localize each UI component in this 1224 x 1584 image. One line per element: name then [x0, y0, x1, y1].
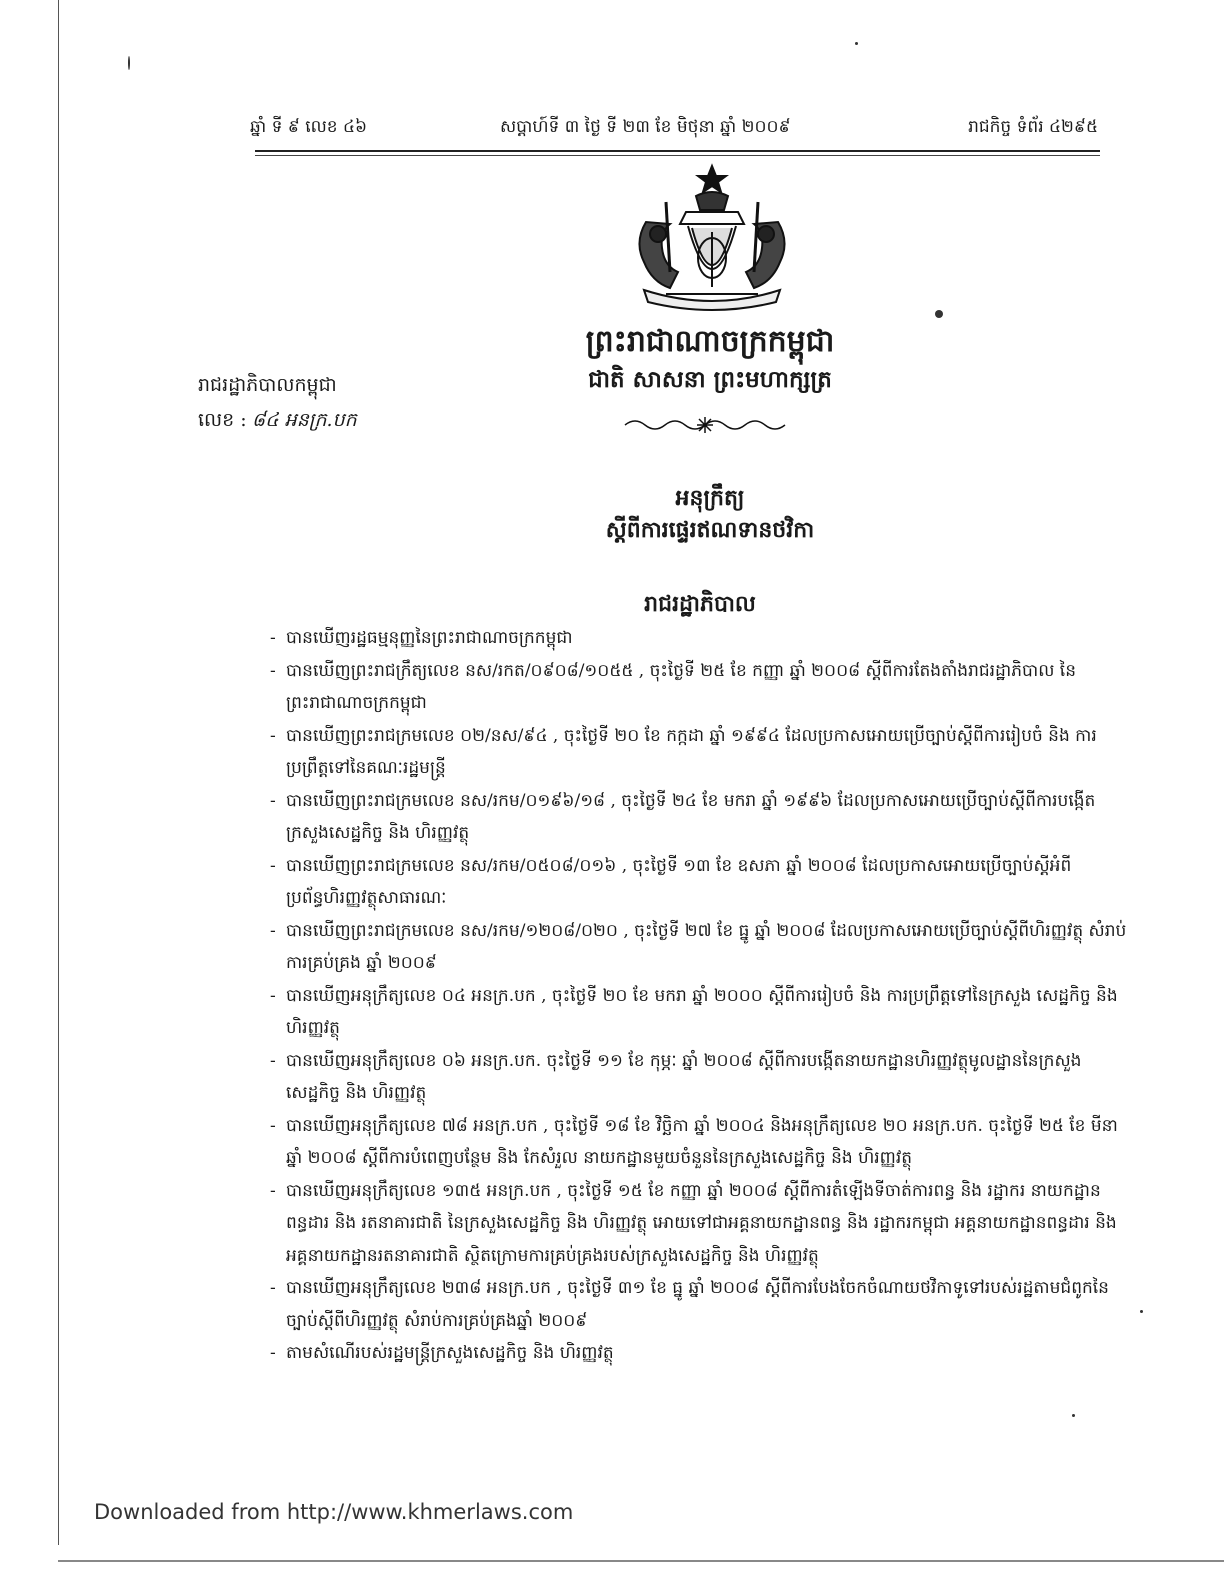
- preamble-clause: - តាមសំណើរបស់រដ្ឋមន្ត្រីក្រសួងសេដ្ឋកិច្ច និង ហិរញ្ញវត្ថុ: [270, 1337, 1130, 1370]
- document-type: អនុក្រឹត្យ: [675, 485, 745, 511]
- gazette-issue: ឆ្នាំ ទី ៩ លេខ ៤៦: [250, 117, 368, 137]
- scan-speck: [1072, 1414, 1075, 1417]
- preamble-clause: - បានឃើញរដ្ឋធម្មនុញ្ញនៃព្រះរាជាណាចក្រកម្ពុជា: [270, 622, 1130, 655]
- download-source-footer: Downloaded from http://www.khmerlaws.com: [94, 1500, 574, 1524]
- preamble-clauses: [270, 622, 1130, 1370]
- preamble-clause: - បានឃើញព្រះរាជក្រឹត្យលេខ នស/រកត/០៩០៨/១០៥៥ , ចុះថ្ងៃទី ២៥ ខែ កញ្ញា ឆ្នាំ ២០០៨ ស្តីពីការតែងតាំងរាជរដ្ឋាភិបាល នៃព្រះរាជាណាចក្រកម្ពុជា: [270, 655, 1130, 720]
- reference-row: [198, 408, 357, 436]
- preamble-clause: - បានឃើញព្រះរាជក្រមលេខ នស/រកម/០១៩៦/១៨ , ចុះថ្ងៃទី ២៤ ខែ មករា ឆ្នាំ ១៩៩៦ ដែលប្រកាសអោយប្រើច្បាប់ស្តីពីការបង្កើតក្រសួងសេដ្ឋកិច្ច និង ហិរញ្ញវត្ថុ: [270, 785, 1130, 850]
- page-margin-line: [58, 0, 59, 1545]
- scan-bottom-edge: [58, 1560, 1224, 1562]
- decorative-divider-icon: [620, 414, 790, 436]
- gazette-header: [250, 112, 1098, 146]
- preamble-clause: - បានឃើញអនុក្រឹត្យលេខ ០៦ អនក្រ.បក. ចុះថ្ងៃទី ១១ ខែ កុម្ភៈ ឆ្នាំ ២០០៨ ស្តីពីការបង្កើតនាយកដ្ឋានហិរញ្ញវត្ថុមូលដ្ឋាននៃក្រសួងសេដ្ឋកិច្ច និង ហិរញ្ញវត្ថុ: [270, 1045, 1130, 1110]
- issuing-authority: រាជរដ្ឋាភិបាល: [644, 591, 756, 617]
- government-name: រាជរដ្ឋាភិបាលកម្ពុជា: [198, 374, 337, 396]
- scan-speck: [128, 56, 130, 70]
- gazette-date: សប្តាហ៍ទី ៣ ថ្ងៃ ទី ២៣ ខែ មិថុនា ឆ្នាំ ២០០៩: [500, 117, 791, 137]
- scan-speck: [935, 310, 943, 318]
- preamble-clause: - បានឃើញព្រះរាជក្រមលេខ ០២/នស/៩៤ , ចុះថ្ងៃទី ២០ ខែ កក្កដា ឆ្នាំ ១៩៩៤ ដែលប្រកាសអោយប្រើច្បាប់ស្តីពីការរៀបចំ និង ការប្រព្រឹត្តទៅនៃគណៈរដ្ឋមន្ត្រី: [270, 720, 1130, 785]
- preamble-clause: - បានឃើញអនុក្រឹត្យលេខ ១៣៥ អនក្រ.បក , ចុះថ្ងៃទី ១៥ ខែ កញ្ញា ឆ្នាំ ២០០៨ ស្តីពីការតំឡើងទីចាត់ការពន្ធ និង រដ្ឋាករ នាយកដ្ឋានពន្ធដារ និង រតនាគារជាតិ នៃក្រសួងសេដ្ឋកិច្ច និង ហិរញ្ញវត្ថុ អោយទៅជាអគ្គនាយកដ្ឋានពន្ធ និង រដ្ឋាករកម្ពុជា អគ្គនាយកដ្ឋានពន្ធដារ និង អគ្គនាយកដ្ឋានរតនាគារជាតិ ស្ថិតក្រោមការគ្រប់គ្រងរបស់ក្រសួងសេដ្ឋកិច្ច និង ហិរញ្ញវត្ថុ: [270, 1175, 1130, 1273]
- preamble-clause: - បានឃើញអនុក្រឹត្យលេខ ០៤ អនក្រ.បក , ចុះថ្ងៃទី ២០ ខែ មករា ឆ្នាំ ២០០០ ស្តីពីការរៀបចំ និង ការប្រព្រឹត្តទៅនៃក្រសួង សេដ្ឋកិច្ច និង ហិរញ្ញវត្ថុ: [270, 980, 1130, 1045]
- reference-label: លេខ :: [198, 409, 247, 431]
- kingdom-title: ព្រះរាជាណាចក្រកម្ពុជា: [585, 324, 835, 359]
- scan-speck: [855, 42, 858, 45]
- header-rule: [255, 150, 1100, 152]
- scan-speck: [1140, 1310, 1143, 1313]
- preamble-clause: - បានឃើញអនុក្រឹត្យលេខ ២៣៨ អនក្រ.បក , ចុះថ្ងៃទី ៣១ ខែ ធ្នូ ឆ្នាំ ២០០៨ ស្តីពីការបែងចែកចំណាយថវិកាទូទៅរបស់រដ្ឋតាមជំពូកនៃច្បាប់ស្តីពីហិរញ្ញវត្ថុ សំរាប់ការគ្រប់គ្រងឆ្នាំ ២០០៩: [270, 1272, 1130, 1337]
- national-motto: ជាតិ សាសនា ព្រះមហាក្សត្រ: [588, 366, 832, 393]
- royal-coat-of-arms-icon: [626, 162, 798, 314]
- preamble-clause: - បានឃើញព្រះរាជក្រមលេខ នស/រកម/០៥០៨/០១៦ , ចុះថ្ងៃទី ១៣ ខែ ឧសភា ឆ្នាំ ២០០៨ ដែលប្រកាសអោយប្រើច្បាប់ស្តីអំពីប្រព័ន្ធហិរញ្ញវត្ថុសាធារណៈ: [270, 850, 1130, 915]
- preamble-clause: - បានឃើញព្រះរាជក្រមលេខ នស/រកម/១២០៨/០២០ , ចុះថ្ងៃទី ២៧ ខែ ធ្នូ ឆ្នាំ ២០០៨ ដែលប្រកាសអោយប្រើច្បាប់ស្តីពីហិរញ្ញវត្ថុ សំរាប់ការគ្រប់គ្រង ឆ្នាំ ២០០៩: [270, 915, 1130, 980]
- gazette-page: រាជកិច្ច ទំព័រ ៤២៩៥: [968, 117, 1098, 137]
- header-rule: [255, 155, 1100, 156]
- document-subject: ស្តីពីការផ្ទេរឥណទានថវិកា: [605, 517, 815, 543]
- reference-number: ៨៤ អនក្រ.បក: [251, 409, 357, 431]
- preamble-clause: - បានឃើញអនុក្រឹត្យលេខ ៧៨ អនក្រ.បក , ចុះថ្ងៃទី ១៨ ខែ វិច្ឆិកា ឆ្នាំ ២០០៤ និងអនុក្រឹត្យលេខ ២០ អនក្រ.បក. ចុះថ្ងៃទី ២៥ ខែ មីនា ឆ្នាំ ២០០៨ ស្តីពីការបំពេញបន្ថែម និង កែសំរួល នាយកដ្ឋានមួយចំនួននៃក្រសួងសេដ្ឋកិច្ច និង ហិរញ្ញវត្ថុ: [270, 1110, 1130, 1175]
